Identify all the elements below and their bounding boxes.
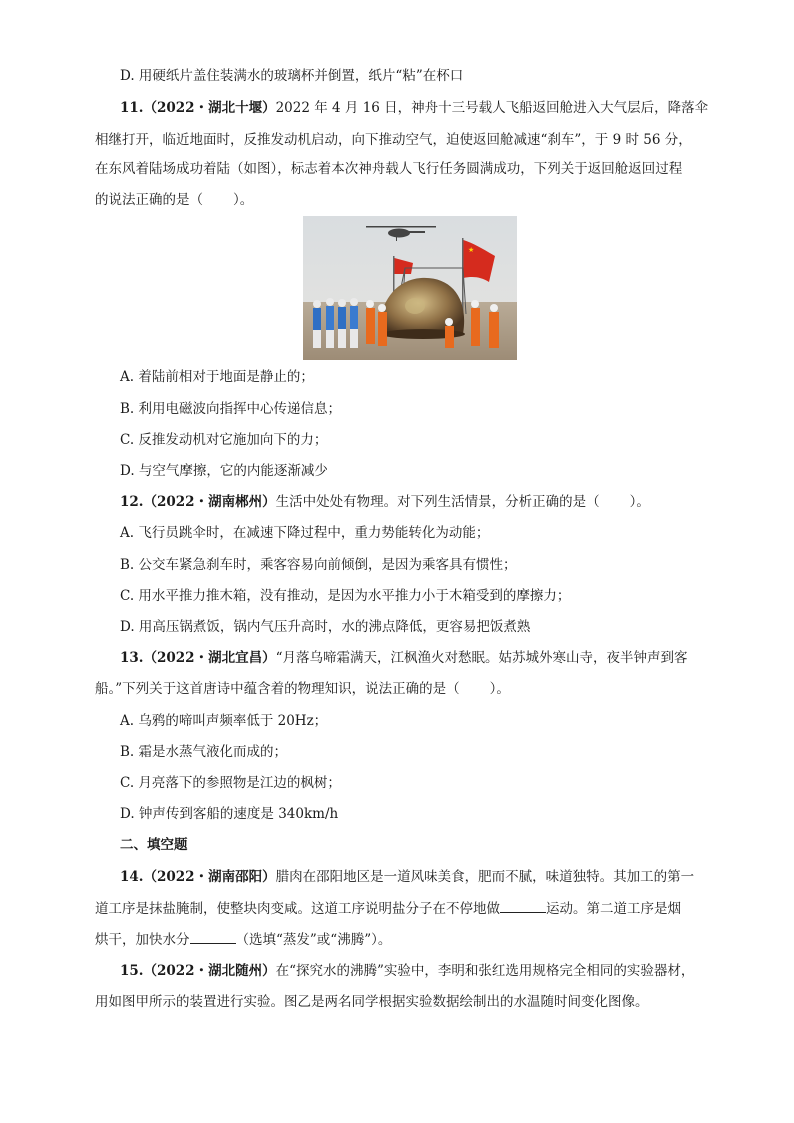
q12-stem xyxy=(120,492,650,512)
q13-option-d: D. 钟声传到客船的速度是 340km/h xyxy=(120,806,339,822)
q11-number: 11. xyxy=(120,100,144,116)
q11-option-b: B. 利用电磁波向指挥中心传递信息； xyxy=(120,401,342,417)
q13-stem-2a: 船。”下列关于这首唐诗中蕴含着的物理知识，说法正确的是（ xyxy=(95,681,460,697)
q14-stem-3a: 烘干，加快水分 xyxy=(95,932,190,948)
q12-stem-a: 生活中处处有物理。对下列生活情景，分析正确的是（ xyxy=(275,494,600,510)
q13-stem-line-1 xyxy=(120,648,687,668)
q14-stem-line-2 xyxy=(95,898,681,919)
q11-stem-line-1 xyxy=(120,98,708,118)
q11-option-d: D. 与空气摩擦，它的内能逐渐减少 xyxy=(120,463,328,479)
q14-source: （2022・湖南邵阳） xyxy=(143,869,276,885)
section-heading: 二、填空题 xyxy=(120,837,188,853)
q14-stem-2a: 道工序是抹盐腌制，使整块肉变咸。这道工序说明盐分子在不停地做 xyxy=(95,901,500,917)
q12-stem-b: ）。 xyxy=(629,494,650,510)
q13-option-b: B. 霜是水蒸气液化而成的； xyxy=(120,744,288,760)
q13-stem-line-2 xyxy=(95,679,510,699)
q13-number: 13. xyxy=(120,650,144,666)
q11-stem-1: 2022 年 4 月 16 日，神舟十三号载人飞船返回舱进入大气层后，降落伞 xyxy=(275,100,709,116)
q10-option-d: D. 用硬纸片盖住装满水的玻璃杯并倒置，纸片“粘”在杯口 xyxy=(120,68,464,84)
q11-stem-4b: ）。 xyxy=(233,192,254,208)
q11-option-a: A. 着陆前相对于地面是静止的； xyxy=(120,369,314,385)
q15-stem-line-1 xyxy=(120,961,694,981)
q11-source: （2022・湖北十堰） xyxy=(143,100,276,116)
q13-stem-2b: ）。 xyxy=(489,681,510,697)
q12-option-d: D. 用高压锅煮饭，锅内气压升高时，水的沸点降低，更容易把饭煮熟 xyxy=(120,619,531,635)
q12-number: 12. xyxy=(120,494,144,510)
q14-stem-1: 腊肉在邵阳地区是一道风味美食，肥而不腻，味道独特。其加工的第一 xyxy=(275,869,695,885)
q11-stem-line-3: 在东风着陆场成功着陆（如图），标志着本次神舟载人飞行任务圆满成功，下列关于返回舱返回过程 xyxy=(95,161,683,177)
q15-stem-1: 在“探究水的沸腾”实验中，李明和张红选用规格完全相同的实验器材， xyxy=(275,963,695,979)
q11-stem-line-2: 相继打开，临近地面时，反推发动机启动，向下推动空气，迫使返回舱减速“刹车”，于 9 时 56 分， xyxy=(95,132,692,148)
q14-blank-2[interactable] xyxy=(190,929,236,944)
q14-stem-2b: 运动。第二道工序是烟 xyxy=(546,901,681,917)
q12-option-a: A. 飞行员跳伞时，在减速下降过程中，重力势能转化为动能； xyxy=(120,525,490,541)
q11-stem-line-4 xyxy=(95,190,253,210)
q11-option-c: C. 反推发动机对它施加向下的力； xyxy=(120,432,328,448)
q14-number: 14. xyxy=(120,869,144,885)
q14-stem-3b: （选填“蒸发”或“沸腾”）。 xyxy=(235,932,392,948)
svg-text:★: ★ xyxy=(468,246,475,254)
q13-option-c: C. 月亮落下的参照物是江边的枫树； xyxy=(120,775,341,791)
q13-source: （2022・湖北宜昌） xyxy=(143,650,276,666)
q11-stem-4a: 的说法正确的是（ xyxy=(95,192,203,208)
q14-blank-1[interactable] xyxy=(500,898,546,913)
q13-option-a: A. 乌鸦的啼叫声频率低于 20Hz； xyxy=(120,713,328,729)
q14-stem-line-1 xyxy=(120,867,694,887)
q15-stem-line-2: 用如图甲所示的装置进行实验。图乙是两名同学根据实验数据绘制出的水温随时间变化图像。 xyxy=(95,994,649,1010)
q13-stem-1: “月落乌啼霜满天，江枫渔火对愁眠。姑苏城外寒山寺，夜半钟声到客 xyxy=(275,650,688,666)
q12-option-c: C. 用水平推力推木箱，没有推动，是因为水平推力小于木箱受到的摩擦力； xyxy=(120,588,571,604)
q15-source: （2022・湖北随州） xyxy=(143,963,276,979)
q12-option-b: B. 公交车紧急刹车时，乘客容易向前倾倒，是因为乘客具有惯性； xyxy=(120,557,517,573)
q15-number: 15. xyxy=(120,963,144,979)
q14-stem-line-3 xyxy=(95,929,391,950)
q12-source: （2022・湖南郴州） xyxy=(143,494,276,510)
capsule-landing-photo xyxy=(303,216,517,360)
